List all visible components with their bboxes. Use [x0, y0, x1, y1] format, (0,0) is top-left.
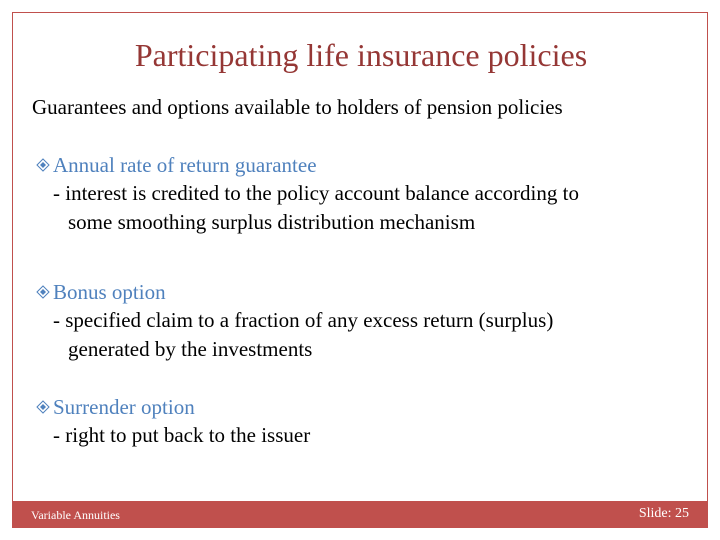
bullet-body-line: some smoothing surplus distribution mechanism — [68, 210, 476, 234]
bullet-body-line: generated by the investments — [68, 337, 313, 361]
bullet-item — [34, 278, 694, 364]
outlined-diamond-bullet-icon — [34, 398, 52, 416]
slide — [12, 12, 708, 528]
bullet-heading: Bonus option — [53, 280, 166, 304]
slide-number: Slide: 25 — [638, 506, 689, 521]
footer-bar — [13, 501, 707, 527]
outlined-diamond-bullet-icon — [34, 283, 52, 301]
bullet-body-line: - interest is credited to the policy account balance according to — [53, 181, 579, 205]
footer-title: Variable Annuities — [31, 508, 120, 522]
bullet-heading: Surrender option — [53, 395, 195, 419]
slide-title: Participating life insurance policies — [134, 37, 588, 73]
bullet-heading: Annual rate of return guarantee — [53, 153, 317, 177]
bullet-body-line: - specified claim to a fraction of any excess return (surplus) — [53, 308, 554, 332]
bullet-body-line: - right to put back to the issuer — [53, 423, 311, 447]
bullet-item — [34, 151, 694, 237]
outlined-diamond-bullet-icon — [34, 156, 52, 174]
slide-subtitle: Guarantees and options available to holders of pension policies — [32, 95, 563, 119]
bullet-item — [34, 393, 694, 450]
